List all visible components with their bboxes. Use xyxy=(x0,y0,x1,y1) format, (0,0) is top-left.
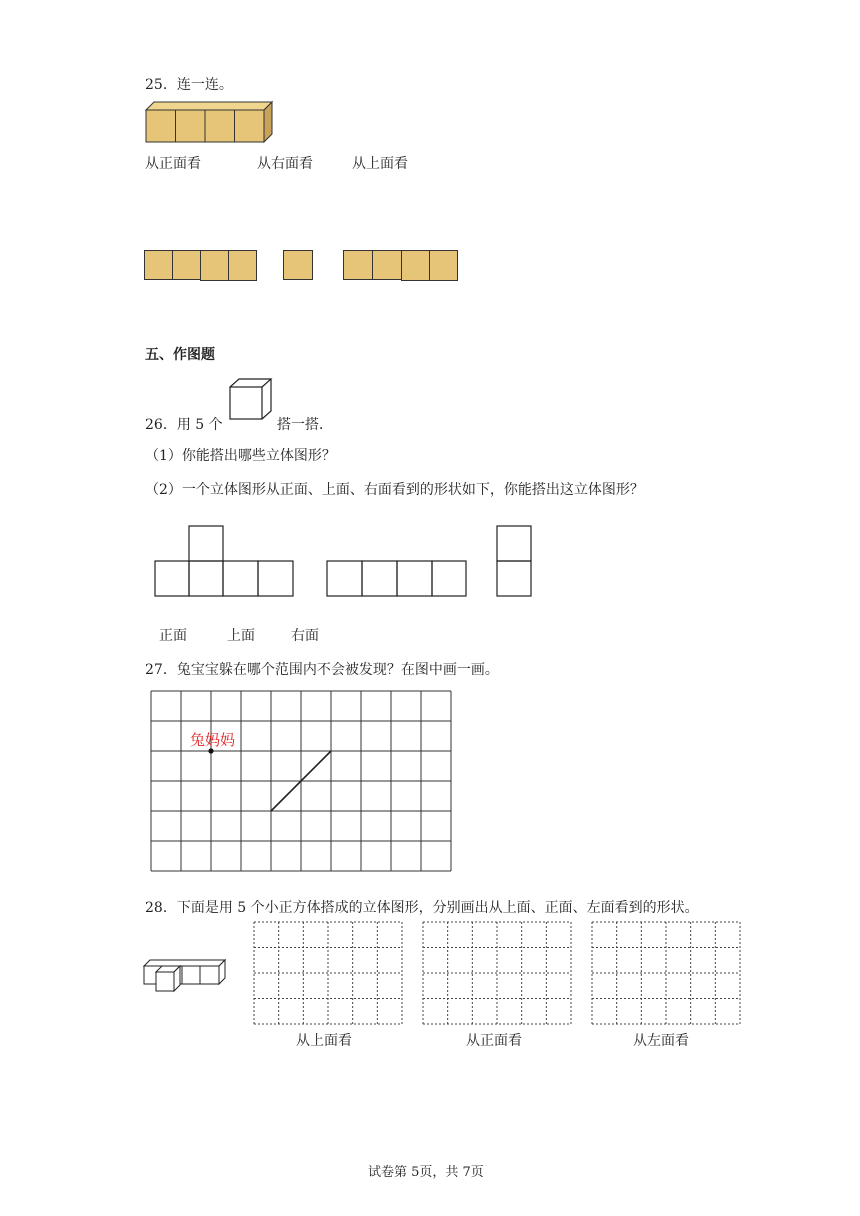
q26-title-prefix: 26．用 5 个 xyxy=(145,417,223,433)
q27-point-label: 兔妈妈 xyxy=(190,731,236,749)
q26-label-top: 上面 xyxy=(227,628,255,644)
q28-label-left: 从左面看 xyxy=(633,1033,689,1049)
q25-label-top: 从上面看 xyxy=(352,156,408,172)
q28-label-front: 从正面看 xyxy=(466,1033,522,1049)
q28-label-top: 从上面看 xyxy=(296,1033,352,1049)
q26-sub2: （2）一个立体图形从正面、上面、右面看到的形状如下，你能搭出这立体图形？ xyxy=(145,482,644,498)
q26-sub1: （1）你能搭出哪些立体图形？ xyxy=(145,448,336,464)
q27-title: 27．兔宝宝躲在哪个范围内不会被发现？在图中画一画。 xyxy=(145,662,499,678)
q27-grid xyxy=(150,690,454,873)
page-footer: 试卷第 5页，共 7页 xyxy=(368,1165,484,1180)
q25-label-front: 从正面看 xyxy=(145,156,201,172)
q28-grid-front xyxy=(422,921,572,1025)
q26-label-right: 右面 xyxy=(291,628,319,644)
q26-front-view xyxy=(154,525,295,598)
q26-title-suffix: 搭一搭． xyxy=(277,417,333,433)
q26-right-view xyxy=(496,525,533,598)
q28-grid-left xyxy=(591,921,741,1025)
q25-view-four-a xyxy=(144,250,258,282)
q25-label-right: 从右面看 xyxy=(257,156,313,172)
q28-title: 28．下面是用 5 个小正方体搭成的立体图形，分别画出从上面、正面、左面看到的形状。 xyxy=(145,900,699,916)
cube-icon xyxy=(229,378,273,422)
q25-view-single xyxy=(283,250,314,281)
q26-top-view xyxy=(326,560,468,598)
q28-cube-figure xyxy=(144,959,228,993)
section-title: 五、作图题 xyxy=(145,347,215,363)
q28-grid-top xyxy=(253,921,403,1025)
q25-title: 25．连一连。 xyxy=(145,77,233,93)
q25-view-four-b xyxy=(343,250,459,282)
q26-label-front: 正面 xyxy=(159,628,187,644)
q25-cube-row xyxy=(146,102,276,144)
